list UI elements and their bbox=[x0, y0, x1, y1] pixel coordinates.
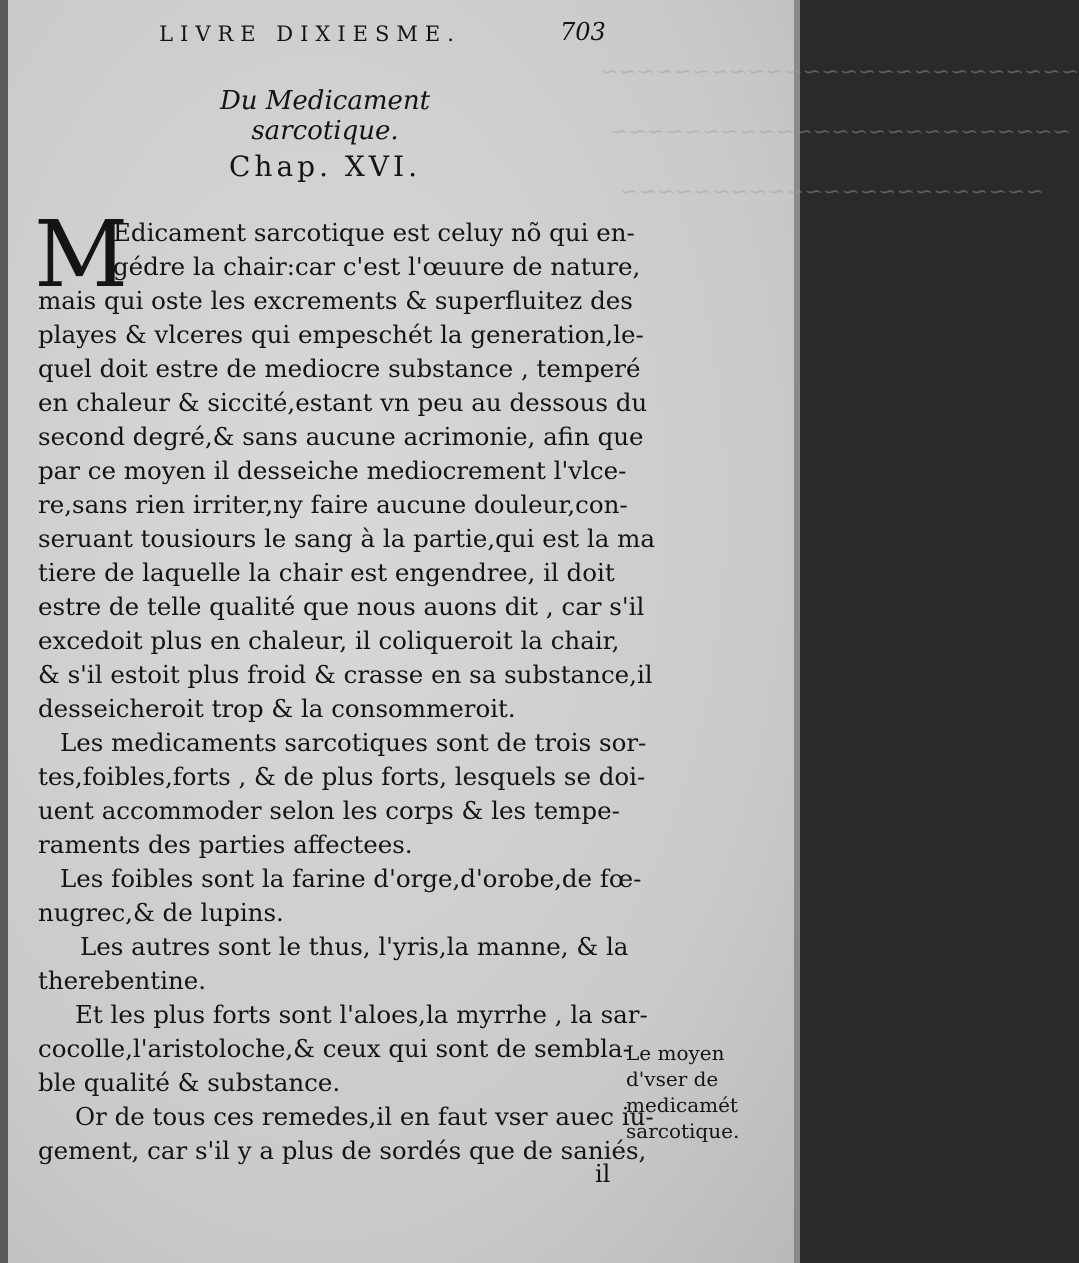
text-line: therebentine. bbox=[38, 966, 207, 995]
page-edge-shadow bbox=[0, 0, 8, 1263]
text-line: seruant tousiours le sang à la partie,qui est la ma bbox=[38, 524, 655, 553]
text-line: Les medicaments sarcotiques sont de trois sor- bbox=[60, 728, 647, 757]
text-line: second degré,& sans aucune acrimonie, afin que bbox=[38, 422, 644, 451]
text-line: tes,foibles,forts , & de plus forts, lesquels se doi- bbox=[38, 762, 646, 791]
text-line: Edicament sarcotique est celuy nõ qui en- bbox=[113, 218, 635, 247]
margin-note-line: sarcotique. bbox=[626, 1119, 740, 1143]
text-line: ble qualité & substance. bbox=[38, 1068, 341, 1097]
text-line: Les autres sont le thus, l'yris,la manne, & la bbox=[80, 932, 629, 961]
text-line: uent accommoder selon les corps & les tempe- bbox=[38, 796, 620, 825]
catchword: il bbox=[595, 1160, 611, 1188]
show-through-text: ~~~~~~~~~~~~~~~~~~~~~~~~~ bbox=[610, 120, 1071, 145]
text-line: & s'il estoit plus froid & crasse en sa substance,il bbox=[38, 660, 653, 689]
show-through-text: ~~~~~~~~~~~~~~~~~~~~~~~~~~ bbox=[600, 60, 1079, 85]
running-head: LIVRE DIXIESME. bbox=[159, 22, 461, 46]
text-line: Les foibles sont la farine d'orge,d'orobe,de fœ- bbox=[60, 864, 642, 893]
text-line: raments des parties affectees. bbox=[38, 830, 413, 859]
page-number: 703 bbox=[560, 18, 606, 46]
margin-note-line: d'vser de bbox=[626, 1067, 719, 1091]
chapter-heading: Chap. XVI. bbox=[229, 150, 421, 183]
text-line: mais qui oste les excrements & superfluitez des bbox=[38, 286, 633, 315]
text-line: gédre la chair:car c'est l'œuure de nature, bbox=[113, 252, 641, 281]
text-line: tiere de laquelle la chair est engendree, il doit bbox=[38, 558, 615, 587]
text-line: par ce moyen il desseiche mediocrement l'vlce- bbox=[38, 456, 627, 485]
text-line: Or de tous ces remedes,il en faut vser auec iu- bbox=[75, 1102, 654, 1131]
text-line: cocolle,l'aristoloche,& ceux qui sont de sembla- bbox=[38, 1034, 631, 1063]
section-title: Du Medicament sarcotique. bbox=[219, 86, 431, 146]
text-line: gement, car s'il y a plus de sordés que de saniés, bbox=[38, 1136, 647, 1165]
text-line: excedoit plus en chaleur, il coliqueroit la chair, bbox=[38, 626, 620, 655]
drop-capital: M bbox=[34, 201, 129, 308]
margin-note-line: Le moyen bbox=[626, 1041, 725, 1065]
text-line: quel doit estre de mediocre substance , temperé bbox=[38, 354, 641, 383]
text-line: en chaleur & siccité,estant vn peu au dessous du bbox=[38, 388, 648, 417]
margin-note-line: medicamét bbox=[626, 1093, 738, 1117]
text-line: re,sans rien irriter,ny faire aucune douleur,con- bbox=[38, 490, 628, 519]
text-line: playes & vlceres qui empeschét la generation,le- bbox=[38, 320, 644, 349]
text-line: desseicheroit trop & la consommeroit. bbox=[38, 694, 516, 723]
text-line: nugrec,& de lupins. bbox=[38, 898, 284, 927]
text-line: estre de telle qualité que nous auons dit , car s'il bbox=[38, 592, 645, 621]
text-line: Et les plus forts sont l'aloes,la myrrhe , la sar- bbox=[75, 1000, 648, 1029]
show-through-text: ~~~~~~~~~~~~~~~~~~~~~~~ bbox=[620, 180, 1044, 205]
